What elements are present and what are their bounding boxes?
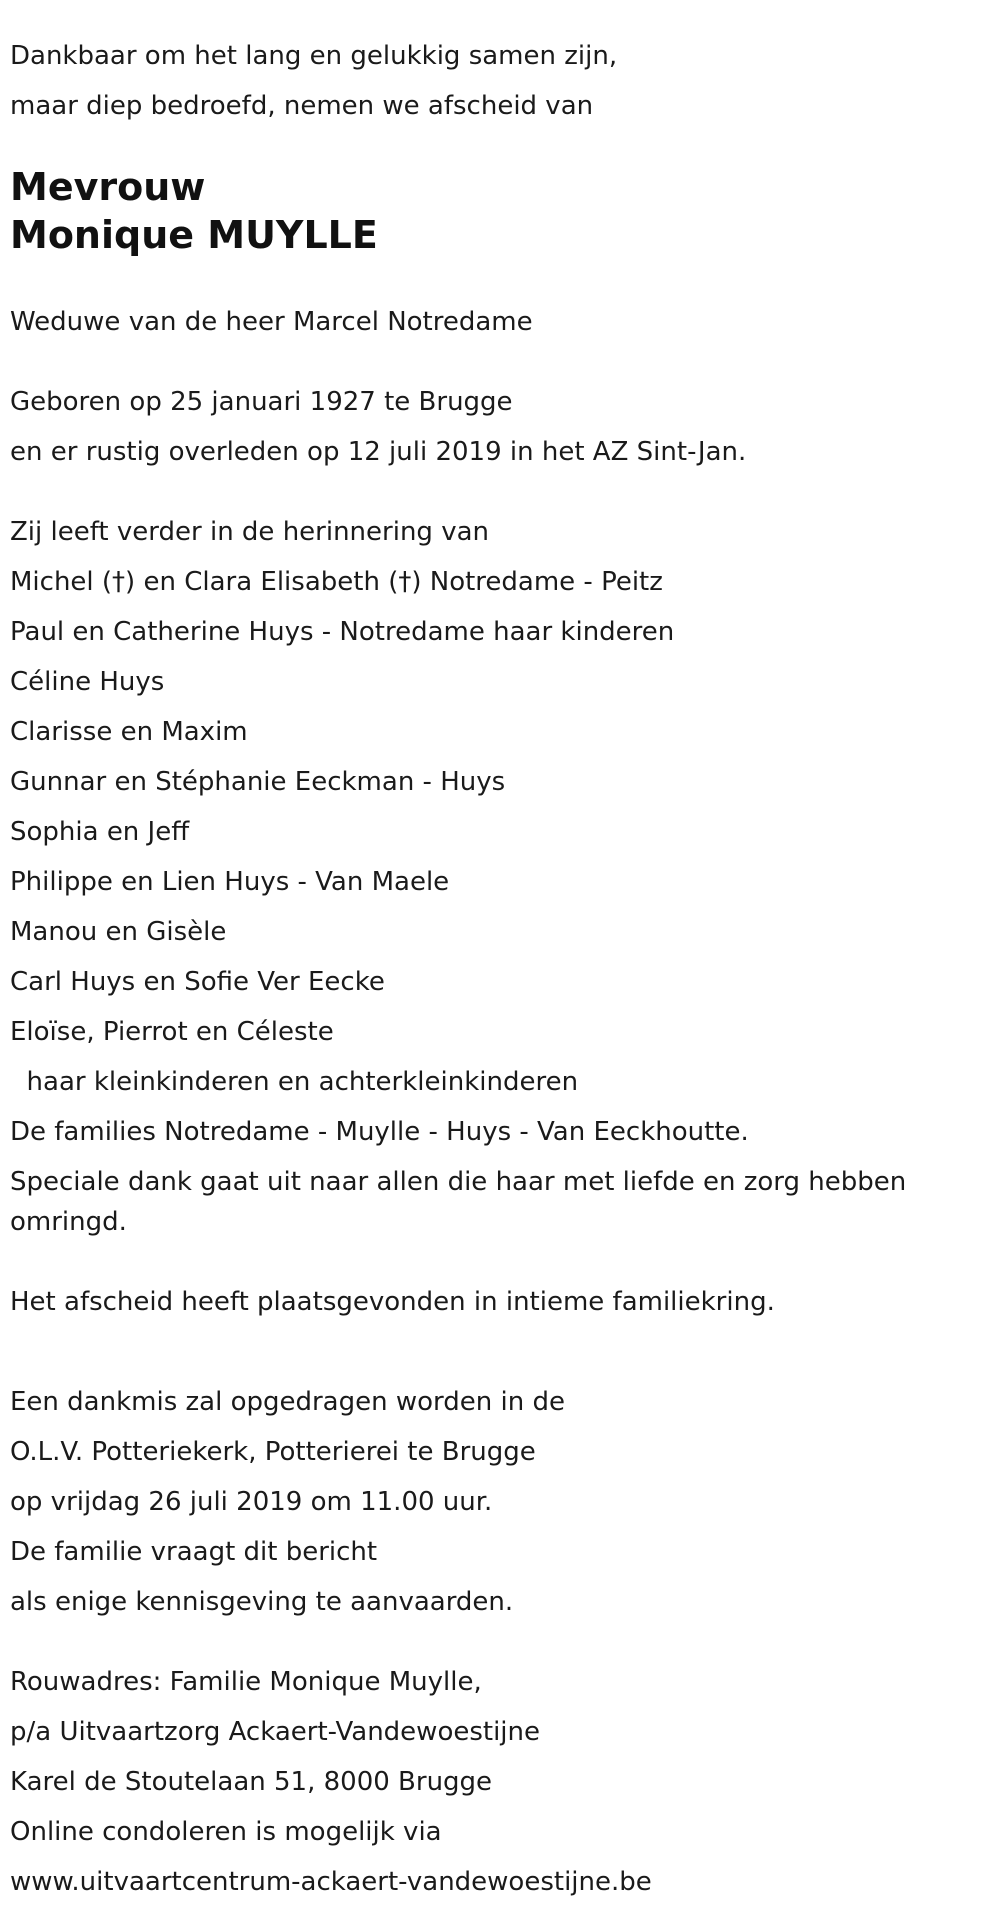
thanks-text: Speciale dank gaat uit naar allen die haar met liefde en zorg hebben omringd.: [10, 1167, 907, 1237]
family-line: Michel (†) en Clara Elisabeth (†) Notredame - Peitz: [10, 567, 663, 597]
deceased-name: Monique MUYLLE: [10, 213, 378, 257]
family-line: Zij leeft verder in de herinnering van: [10, 517, 489, 547]
mass-line: Een dankmis zal opgedragen worden in de: [10, 1387, 565, 1417]
mass-line: De familie vraagt dit bericht: [10, 1537, 378, 1567]
birth-line: Geboren op 25 januari 1927 te Brugge: [10, 387, 513, 417]
deceased-title: Mevrouw: [10, 165, 206, 209]
family-line: De families Notredame - Muylle - Huys - Van Eeckhoutte.: [10, 1117, 749, 1147]
family-line: Sophia en Jeff: [10, 817, 190, 847]
address-line: Online condoleren is mogelijk via: [10, 1817, 442, 1847]
address-line: p/a Uitvaartzorg Ackaert-Vandewoestijne: [10, 1717, 541, 1747]
widow-of: Weduwe van de heer Marcel Notredame: [10, 307, 533, 337]
family-line: Carl Huys en Sofie Ver Eecke: [10, 967, 385, 997]
family-line: Paul en Catherine Huys - Notredame haar kinderen: [10, 617, 675, 647]
family-line: Céline Huys: [10, 667, 165, 697]
mass-line: op vrijdag 26 juli 2019 om 11.00 uur.: [10, 1487, 493, 1517]
address-line: Rouwadres: Familie Monique Muylle,: [10, 1667, 482, 1697]
address-line: Karel de Stoutelaan 51, 8000 Brugge: [10, 1767, 493, 1797]
family-line: Gunnar en Stéphanie Eeckman - Huys: [10, 767, 506, 797]
family-line: Manou en Gisèle: [10, 917, 227, 947]
mass-line: als enige kennisgeving te aanvaarden.: [10, 1587, 514, 1617]
death-line: en er rustig overleden op 12 juli 2019 in het AZ Sint-Jan.: [10, 437, 747, 467]
family-line: Eloïse, Pierrot en Céleste: [10, 1017, 334, 1047]
family-line: Philippe en Lien Huys - Van Maele: [10, 867, 450, 897]
intro-line: Dankbaar om het lang en gelukkig samen zijn,: [10, 41, 618, 71]
family-line: Clarisse en Maxim: [10, 717, 248, 747]
mass-line: O.L.V. Potteriekerk, Potterierei te Brugge: [10, 1437, 536, 1467]
intro-line: maar diep bedroefd, nemen we afscheid van: [10, 91, 594, 121]
family-line: haar kleinkinderen en achterkleinkinderen: [10, 1067, 579, 1097]
website-link[interactable]: www.uitvaartcentrum-ackaert-vandewoestijne.be: [10, 1867, 652, 1897]
farewell-text: Het afscheid heeft plaatsgevonden in intieme familiekring.: [10, 1287, 775, 1317]
